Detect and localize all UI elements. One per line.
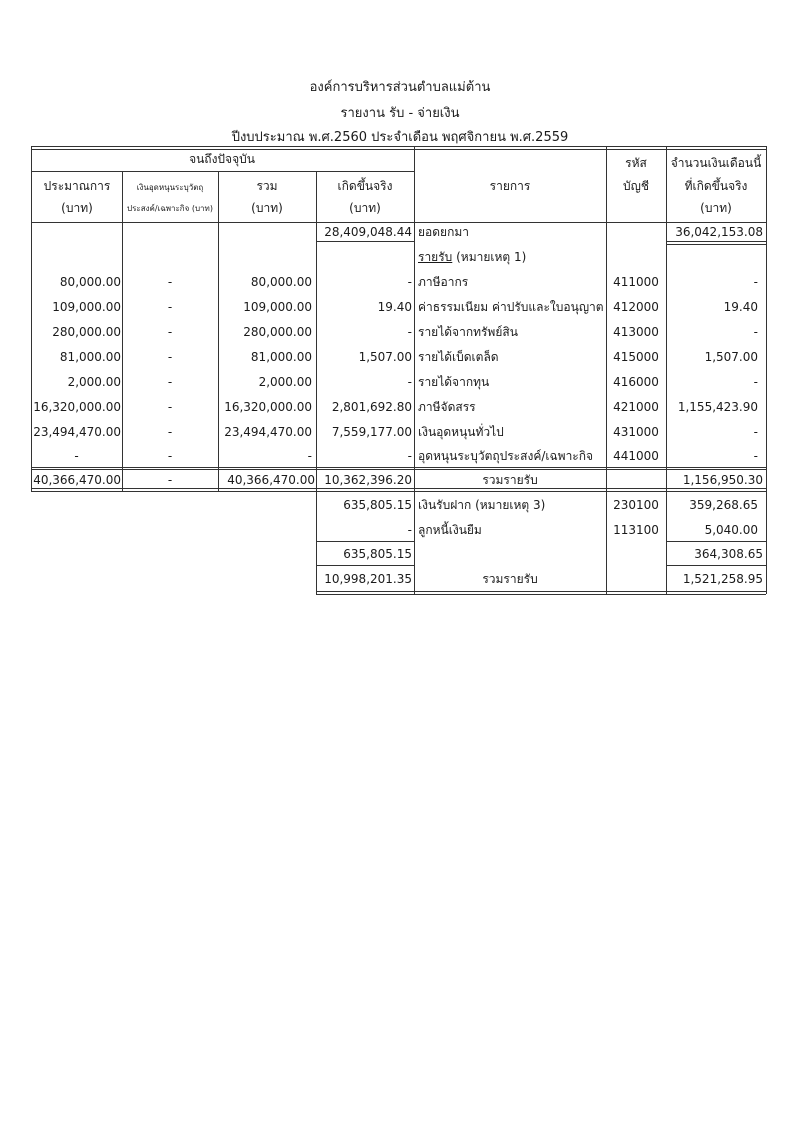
row-item: อุดหนุนระบุวัตถุประสงค์/เฉพาะกิจ	[418, 449, 594, 463]
grand-total-item: รวมรายรับ	[482, 572, 538, 586]
row-budget: 23,494,470.00	[33, 425, 121, 439]
row-month: -	[753, 425, 758, 439]
header-month-2: ที่เกิดขึ้นจริง	[684, 179, 748, 193]
table-rule	[316, 594, 766, 595]
loan-month: 5,040.00	[704, 523, 758, 537]
header-total: รวม	[256, 179, 278, 193]
row-item: ภาษีจัดสรร	[418, 400, 476, 414]
row-grant: -	[167, 300, 173, 314]
carried-month: 36,042,153.08	[675, 225, 763, 239]
table-rule	[414, 146, 415, 594]
row-grant: -	[167, 425, 173, 439]
table-rule	[316, 541, 414, 542]
loan-item: ลูกหนี้เงินยืม	[418, 523, 482, 537]
loan-code: 113100	[613, 523, 659, 537]
period-title: ปีงบประมาณ พ.ศ.2560 ประจำเดือน พฤศจิกายน พ.ศ.2559	[231, 130, 569, 145]
table-rule	[31, 469, 766, 470]
loan-actual: -	[407, 523, 412, 537]
row-actual: 2,801,692.80	[331, 400, 412, 414]
table-rule	[31, 149, 766, 150]
table-rule	[316, 565, 414, 566]
row-actual: -	[407, 275, 412, 289]
row-item: รายได้จากทรัพย์สิน	[418, 325, 518, 339]
row-grant: -	[167, 275, 173, 289]
header-total-unit: (บาท)	[251, 201, 283, 215]
deposit-code: 230100	[613, 498, 659, 512]
row-code: 412000	[613, 300, 659, 314]
row-month: -	[753, 325, 758, 339]
table-rule	[766, 146, 767, 594]
total-total: 40,366,470.00	[227, 473, 315, 487]
row-total: 81,000.00	[250, 350, 312, 364]
row-actual: 19.40	[377, 300, 412, 314]
row-item: ค่าธรรมเนียม ค่าปรับและใบอนุญาต	[418, 300, 604, 314]
table-rule	[316, 591, 766, 592]
row-budget: 109,000.00	[52, 300, 121, 314]
deposit-item: เงินรับฝาก (หมายเหตุ 3)	[418, 498, 546, 512]
header-code-2: บัญชี	[623, 179, 649, 193]
row-budget: 80,000.00	[59, 275, 121, 289]
income-heading-note: (หมายเหตุ 1)	[456, 250, 527, 264]
report-title: รายงาน รับ - จ่ายเงิน	[340, 106, 460, 121]
total-budget: 40,366,470.00	[33, 473, 121, 487]
header-budget-unit: (บาท)	[61, 201, 93, 215]
row-grant: -	[167, 325, 173, 339]
table-rule	[31, 467, 766, 468]
header-actual: เกิดขึ้นจริง	[337, 179, 393, 193]
row-code: 421000	[613, 400, 659, 414]
row-code: 431000	[613, 425, 659, 439]
total-item: รวมรายรับ	[482, 473, 538, 487]
deposit-actual: 635,805.15	[343, 498, 412, 512]
row-budget: 2,000.00	[67, 375, 121, 389]
row-item: รายได้จากทุน	[418, 375, 490, 389]
header-code-1: รหัส	[625, 156, 647, 170]
org-title: องค์การบริหารส่วนตำบลแม่ต้าน	[309, 80, 491, 95]
table-rule	[31, 146, 766, 147]
table-rule	[31, 222, 766, 223]
row-total: 2,000.00	[258, 375, 312, 389]
total-actual: 10,362,396.20	[324, 473, 412, 487]
row-item: รายได้เบ็ดเตล็ด	[418, 350, 499, 364]
row-item: เงินอุดหนุนทั่วไป	[418, 425, 504, 439]
row-actual: 1,507.00	[358, 350, 412, 364]
total-month: 1,156,950.30	[682, 473, 763, 487]
income-heading	[418, 249, 604, 265]
row-budget: 280,000.00	[52, 325, 121, 339]
row-code: 411000	[613, 275, 659, 289]
row-actual: -	[407, 325, 412, 339]
row-month: -	[753, 375, 758, 389]
row-code: 416000	[613, 375, 659, 389]
header-budget: ประมาณการ	[43, 179, 111, 193]
row-grant: -	[167, 375, 173, 389]
table-rule	[31, 171, 414, 172]
row-budget: -	[74, 449, 79, 463]
row-month: 19.40	[723, 300, 758, 314]
deposit-month: 359,268.65	[689, 498, 758, 512]
subtotal-month: 364,308.65	[694, 547, 763, 561]
row-month: 1,155,423.90	[677, 400, 758, 414]
row-actual: 7,559,177.00	[331, 425, 412, 439]
carried-item: ยอดยกมา	[418, 225, 469, 239]
header-grant-1: เงินอุดหนุนระบุวัตถุ	[136, 183, 204, 192]
row-grant: -	[167, 400, 173, 414]
table-rule	[316, 241, 414, 242]
income-heading-label: รายรับ	[418, 250, 453, 264]
row-total: 109,000.00	[243, 300, 312, 314]
header-actual-unit: (บาท)	[349, 201, 381, 215]
header-month-unit: (บาท)	[700, 201, 732, 215]
grand-total-actual: 10,998,201.35	[324, 572, 412, 586]
row-total: 16,320,000.00	[224, 400, 312, 414]
row-actual: -	[407, 449, 412, 463]
table-rule	[666, 244, 766, 245]
table-rule	[31, 491, 766, 492]
row-total: 280,000.00	[243, 325, 312, 339]
row-item: ภาษีอากร	[418, 275, 469, 289]
row-month: -	[753, 275, 758, 289]
row-grant: -	[167, 350, 173, 364]
header-month-1: จำนวนเงินเดือนนี้	[670, 156, 762, 170]
subtotal-actual: 635,805.15	[343, 547, 412, 561]
row-total: -	[307, 449, 312, 463]
row-actual: -	[407, 375, 412, 389]
row-total: 80,000.00	[250, 275, 312, 289]
grand-total-month: 1,521,258.95	[682, 572, 763, 586]
row-budget: 16,320,000.00	[33, 400, 121, 414]
row-budget: 81,000.00	[59, 350, 121, 364]
carried-actual: 28,409,048.44	[324, 225, 412, 239]
row-code: 415000	[613, 350, 659, 364]
table-rule	[666, 565, 766, 566]
row-code: 441000	[613, 449, 659, 463]
row-month: 1,507.00	[704, 350, 758, 364]
header-todate: จนถึงปัจจุบัน	[189, 152, 255, 166]
row-code: 413000	[613, 325, 659, 339]
table-rule	[31, 488, 766, 489]
table-rule	[666, 241, 766, 242]
row-total: 23,494,470.00	[224, 425, 312, 439]
row-grant: -	[167, 449, 173, 463]
table-rule	[666, 541, 766, 542]
row-month: -	[753, 449, 758, 463]
header-grant-2: ประสงค์/เฉพาะกิจ (บาท)	[127, 204, 213, 213]
total-grant: -	[167, 473, 173, 487]
header-item: รายการ	[489, 179, 531, 193]
